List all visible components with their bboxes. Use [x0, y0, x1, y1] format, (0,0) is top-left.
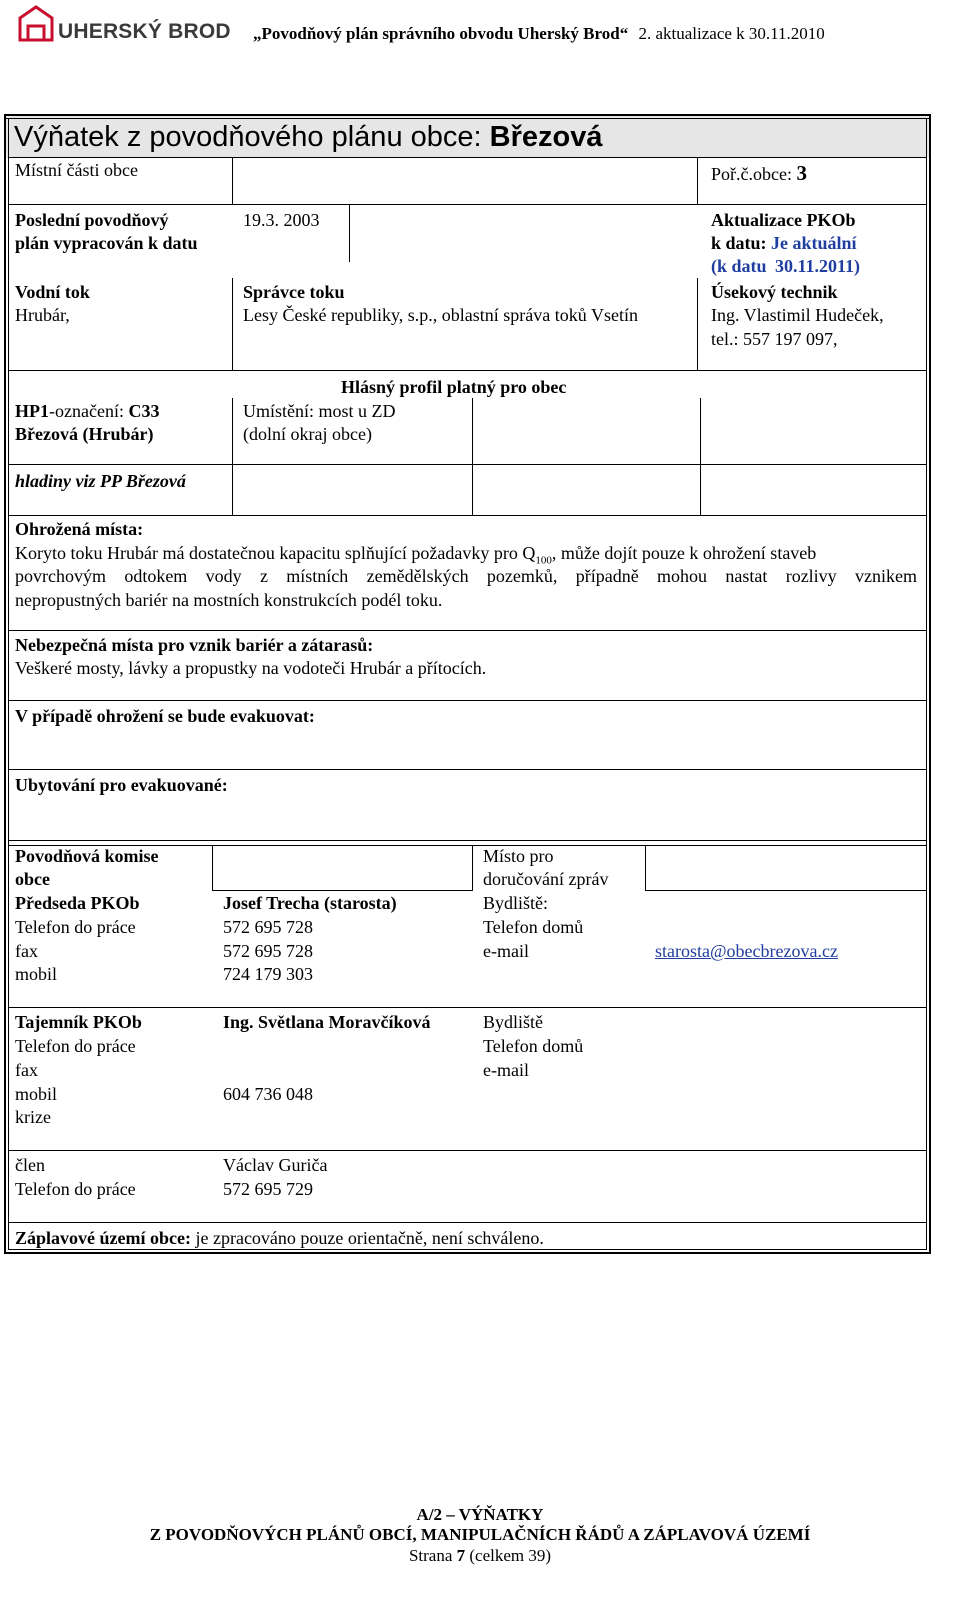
chair-mobile: 724 179 303 [223, 964, 313, 984]
footer-line-2: Z POVODŇOVÝCH PLÁNŮ OBCÍ, MANIPULAČNÍCH ŘÁDŮ A ZÁPLAVOVÁ ÚZEMÍ [149, 1525, 811, 1544]
document-header-title [253, 24, 825, 44]
last-plan-date: 19.3. 2003 [243, 210, 320, 230]
chair-name: Josef Trecha (starosta) [223, 893, 397, 913]
city-logo-text: UHERSKÝ BROD [58, 20, 231, 43]
update-date-value: 30.11.2011) [775, 256, 861, 276]
order-number [711, 161, 807, 186]
technician-label: Úsekový technik [711, 282, 838, 302]
hp-label: HP1 [15, 401, 49, 421]
member-label: člen [15, 1155, 45, 1175]
local-parts-label: Místní části obce [15, 160, 138, 180]
update-status: Je aktuální [771, 233, 857, 253]
municipality-name: Březová [489, 121, 603, 153]
threatened-text-a: Koryto toku Hrubár má dostatečnou kapacitu splňující požadavky pro Q [15, 543, 536, 563]
last-plan-label-1: Poslední povodňový [15, 210, 169, 230]
hp-code: C33 [128, 401, 160, 421]
secretary-name: Ing. Světlana Moravčíková [223, 1012, 431, 1032]
threatened-line-2: povrchovým odtokem vody z místních zemědělských pozemků, případně mohou nastat rozlivy vznikem [15, 566, 917, 586]
page-number: 7 [456, 1546, 466, 1565]
barriers-text: Veškeré mosty, lávky a propustky na vodoteči Hrubár a přítocích. [15, 658, 487, 678]
secretary-label: Tajemník PKOb [15, 1012, 142, 1032]
chair-label: Předseda PKOb [15, 893, 140, 913]
hp-location-2: (dolní okraj obce) [243, 424, 372, 444]
page-prefix: Strana [408, 1546, 453, 1565]
technician-name: Ing. Vlastimil Hudeček, [711, 305, 884, 325]
barriers-heading: Nebezpečná místa pro vznik bariér a zátarasů: [15, 635, 374, 655]
flood-area-text: je zpracováno pouze orientačně, není schváleno. [195, 1228, 544, 1248]
accommodation-heading: Ubytování pro evakuované: [15, 775, 228, 795]
order-label: Poř.č.obce: [711, 164, 792, 184]
levels-note: hladiny viz PP Březová [15, 471, 186, 491]
chair-home-phone-label: Telefon domů [483, 917, 584, 937]
commission-title-2: obce [15, 869, 50, 889]
secretary-email-label: e-mail [483, 1060, 529, 1080]
title-prefix: Výňatek z povodňového plánu obce: [14, 121, 482, 153]
chair-work-phone: 572 695 728 [223, 917, 313, 937]
update-label-1: Aktualizace PKOb [711, 210, 856, 230]
footer-page-number [0, 1546, 960, 1566]
manager-label: Správce toku [243, 282, 345, 302]
threatened-line-3: nepropustných bariér na mostních konstrukcích podél toku. [15, 590, 443, 610]
member-work-phone: 572 695 729 [223, 1179, 313, 1199]
extract-title [14, 119, 602, 155]
hp-name: Březová (Hrubár) [15, 424, 154, 444]
update-date [711, 254, 860, 278]
evacuate-heading: V případě ohrožení se bude evakuovat: [15, 706, 315, 726]
chair-fax: 572 695 728 [223, 941, 313, 961]
technician-phone: tel.: 557 197 097, [711, 329, 838, 349]
update-date-prefix: k datu: [711, 233, 767, 253]
hp-label-suffix: -označení: [49, 401, 124, 421]
plan-update: 2. aktualizace k 30.11.2010 [638, 24, 825, 43]
stream-value: Hrubár, [15, 305, 70, 325]
hp-designation [15, 399, 159, 423]
member-work-phone-label: Telefon do práce [15, 1179, 136, 1199]
commission-title-1: Povodňová komise [15, 846, 159, 866]
profile-heading: Hlásný profil platný pro obec [341, 377, 567, 397]
page-header [0, 0, 960, 60]
plan-name: „Povodňový plán správního obvodu Uherský Brod“ [253, 24, 629, 43]
order-value: 3 [796, 161, 807, 185]
page-total: (celkem 39) [469, 1546, 552, 1565]
update-label-2 [711, 231, 857, 255]
secretary-home-phone-label: Telefon domů [483, 1036, 584, 1056]
chair-residence-label: Bydliště: [483, 893, 549, 913]
secretary-mobile: 604 736 048 [223, 1084, 313, 1104]
update-date-label: (k datu [711, 256, 767, 276]
last-plan-label-2: plán vypracován k datu [15, 233, 198, 253]
flood-area-row [15, 1226, 544, 1250]
delivery-place-1: Místo pro [483, 846, 554, 866]
threatened-heading: Ohrožená místa: [15, 519, 144, 539]
delivery-place-2: doručování zpráv [483, 869, 609, 889]
member-name: Václav Guriča [223, 1155, 328, 1175]
manager-value: Lesy České republiky, s.p., oblastní správa toků Vsetín [243, 305, 638, 325]
threatened-subscript: 100 [535, 554, 552, 567]
flood-area-label: Záplavové území obce: [15, 1228, 191, 1248]
chair-mobile-label: mobil [15, 964, 58, 984]
footer-line-1: A/2 – VÝŇATKY [416, 1505, 544, 1524]
threatened-text-b: , může dojít pouze k ohrožení staveb [551, 543, 817, 563]
stream-label: Vodní tok [15, 282, 90, 302]
city-logo-icon [16, 4, 56, 44]
secretary-residence-label: Bydliště [483, 1012, 544, 1032]
hp-location-1: Umístění: most u ZD [243, 401, 396, 421]
secretary-work-phone-label: Telefon do práce [15, 1036, 136, 1056]
secretary-fax-label: fax [15, 1060, 38, 1080]
chair-email-label: e-mail [483, 941, 529, 961]
chair-fax-label: fax [15, 941, 38, 961]
chair-work-phone-label: Telefon do práce [15, 917, 136, 937]
secretary-mobile-label: mobil [15, 1084, 58, 1104]
chair-email-link[interactable]: starosta@obecbrezova.cz [655, 941, 838, 961]
crisis-label: krize [15, 1107, 51, 1127]
